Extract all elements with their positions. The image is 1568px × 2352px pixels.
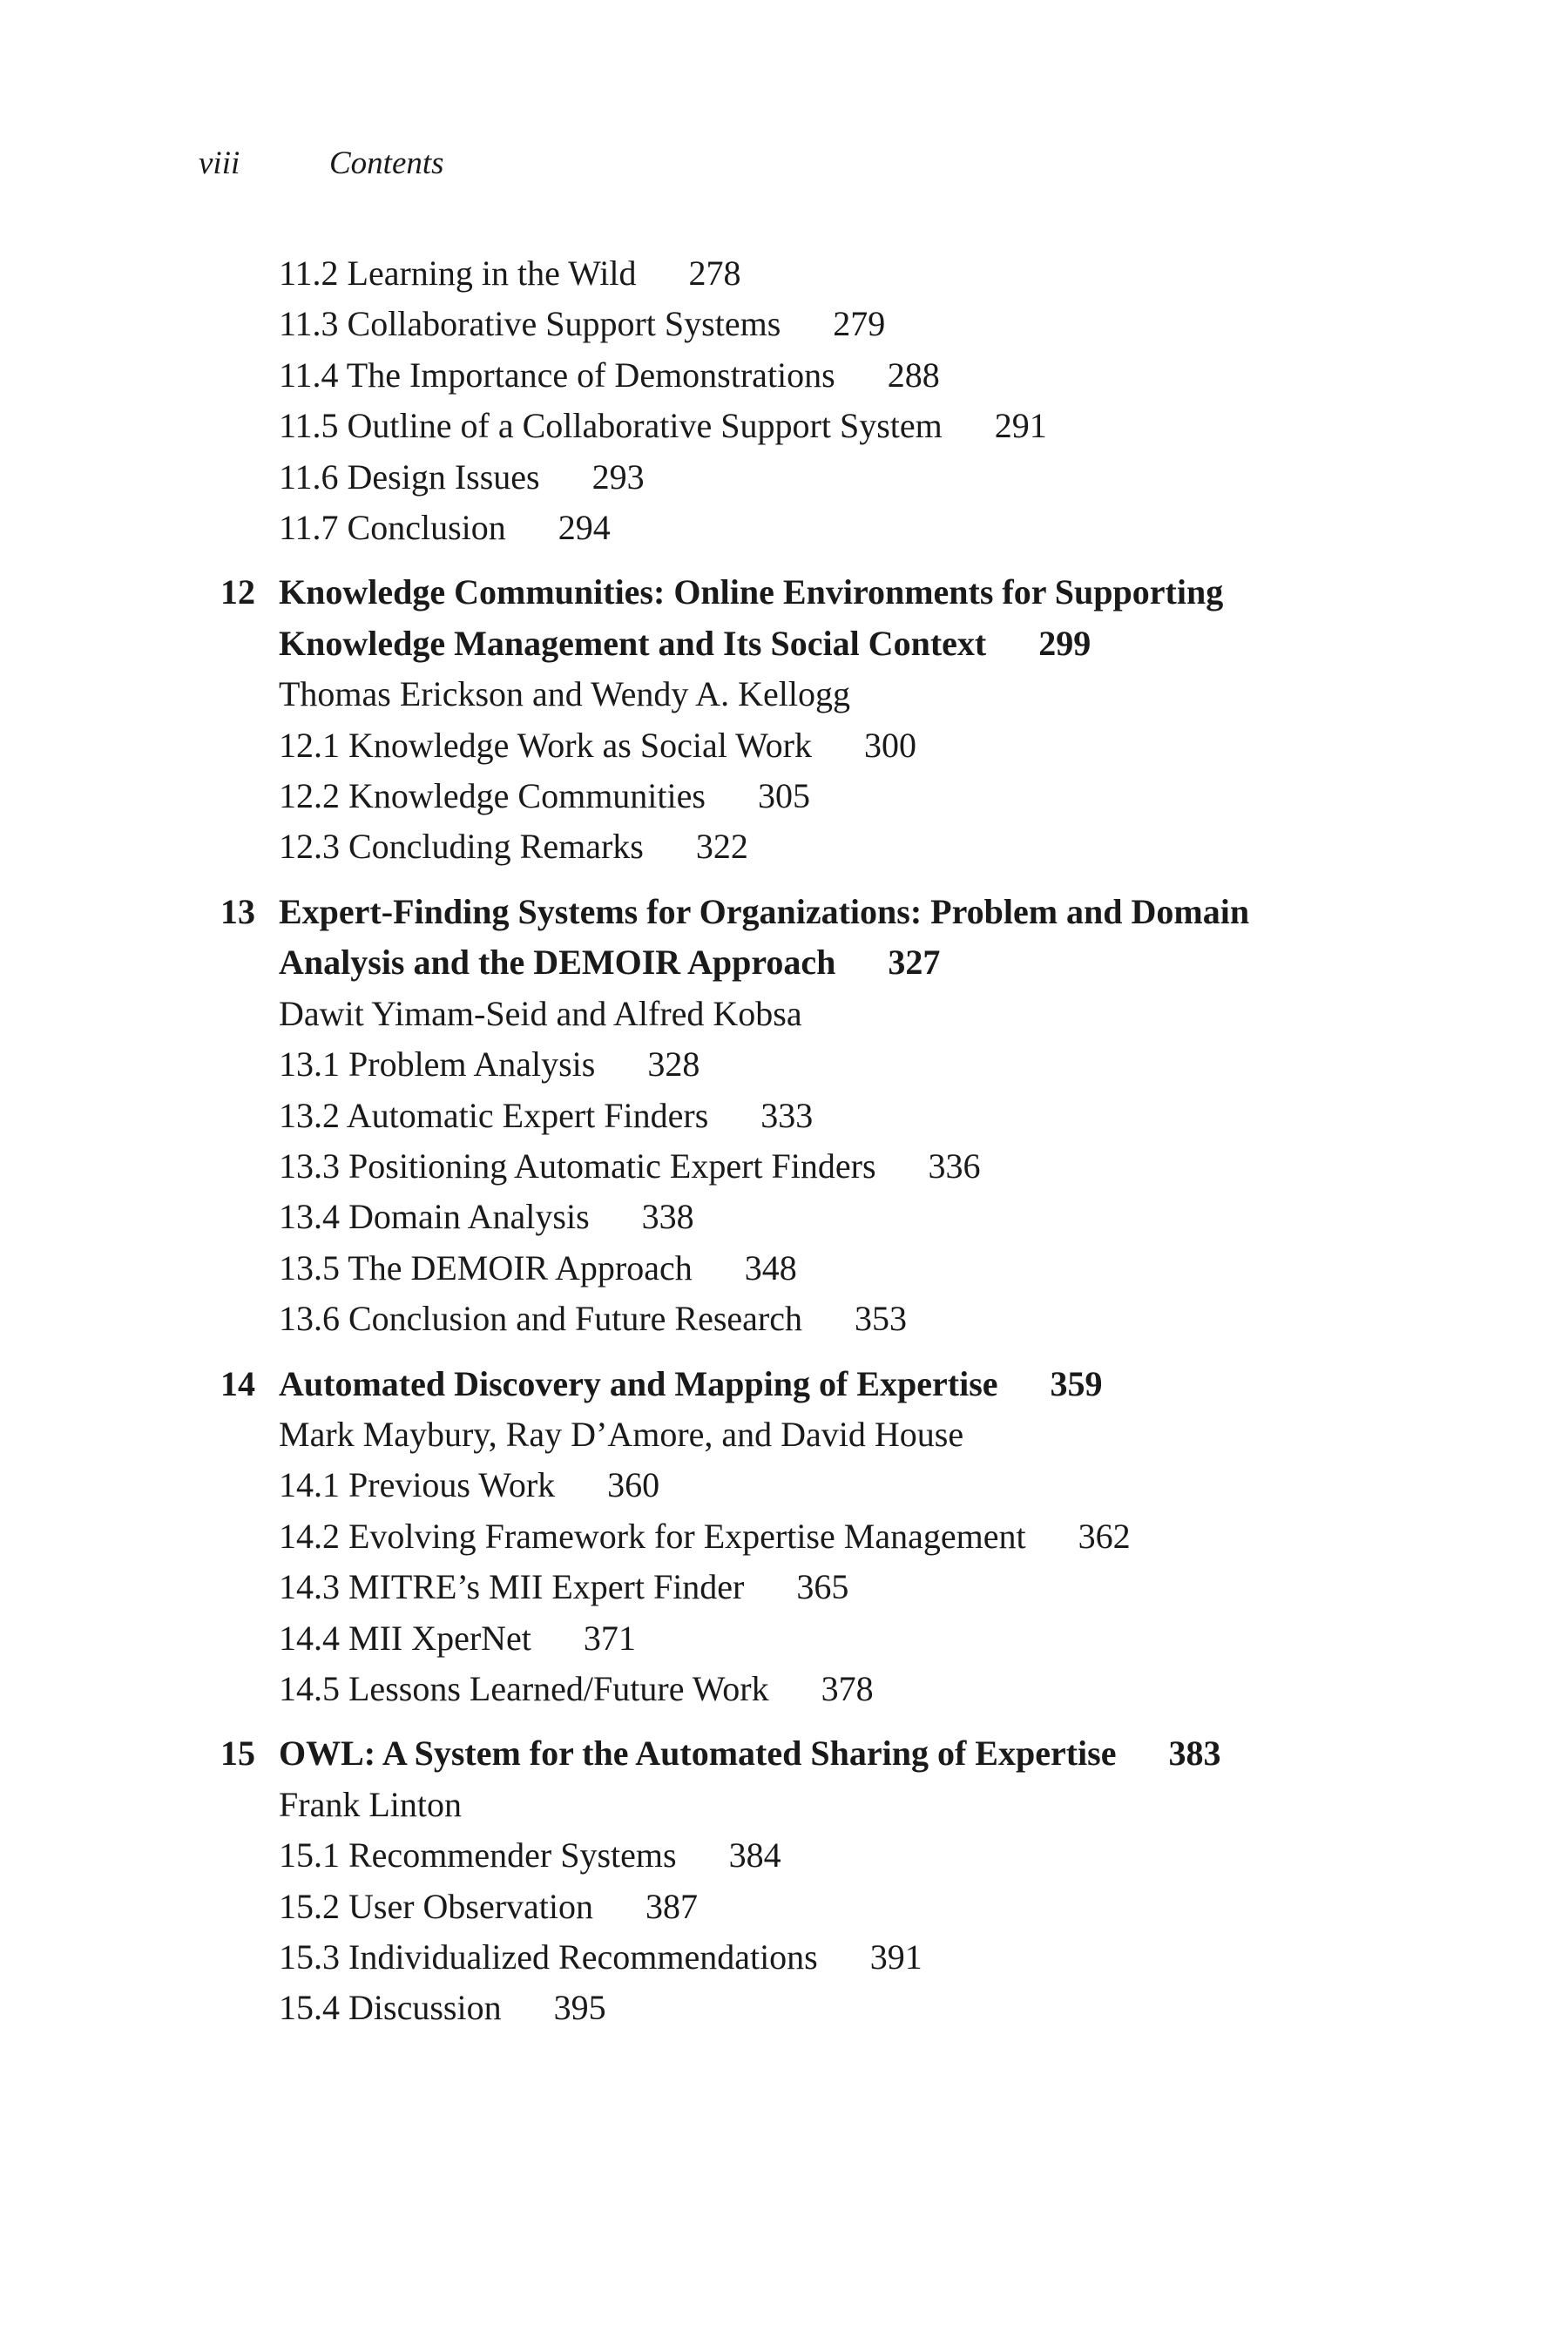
chapter-title[interactable]: 15 OWL: A System for the Automated Sharing of Expertise 383	[220, 1728, 1353, 1779]
page-number: 328	[647, 1044, 700, 1085]
page-number: 293	[591, 456, 645, 497]
toc-section-11-3[interactable]: 11.3 Collaborative Support Systems 279	[279, 304, 886, 344]
page-number: 333	[760, 1095, 814, 1135]
toc-section-15-3[interactable]: 15.3 Individualized Recommendations 391	[279, 1937, 923, 1977]
toc-section-13-3[interactable]: 13.3 Positioning Automatic Expert Finders 336	[279, 1146, 981, 1186]
page-number: 365	[796, 1567, 849, 1607]
page-number: 305	[757, 776, 810, 816]
chapter-13	[220, 887, 1353, 1345]
page-number: 288	[887, 355, 940, 395]
chapter-number: 15	[220, 1734, 255, 1774]
chapter-title-continued[interactable]: Analysis and the DEMOIR Approach 327	[279, 943, 941, 983]
page-number: 383	[1168, 1734, 1221, 1774]
toc-section-11-5[interactable]: 11.5 Outline of a Collaborative Support System 291	[279, 406, 1047, 446]
toc-section-12-3[interactable]: 12.3 Concluding Remarks 322	[279, 827, 748, 867]
chapter-title[interactable]: 14 Automated Discovery and Mapping of Expertise 359	[220, 1359, 1353, 1409]
page-number: 359	[1050, 1363, 1103, 1403]
page-number: 362	[1078, 1516, 1131, 1556]
toc-section-13-4[interactable]: 13.4 Domain Analysis 338	[279, 1197, 694, 1237]
chapter-12	[220, 567, 1353, 872]
chapter-authors: Mark Maybury, Ray D’Amore, and David House	[279, 1414, 964, 1454]
page-number: 278	[688, 253, 741, 293]
toc-section-14-4[interactable]: 14.4 MII XperNet 371	[279, 1618, 636, 1658]
toc-section-14-5[interactable]: 14.5 Lessons Learned/Future Work 378	[279, 1668, 874, 1708]
page-number: 387	[645, 1886, 699, 1926]
page-number: 327	[888, 943, 941, 983]
chapter-number: 12	[220, 572, 255, 612]
chapter-number: 13	[220, 891, 255, 931]
toc-section-11-6[interactable]: 11.6 Design Issues 293	[279, 456, 645, 497]
toc-section-13-2[interactable]: 13.2 Automatic Expert Finders 333	[279, 1095, 814, 1135]
toc-section-13-5[interactable]: 13.5 The DEMOIR Approach 348	[279, 1247, 797, 1288]
chapter-14	[220, 1359, 1353, 1715]
page-number: 300	[864, 725, 916, 765]
toc-section-13-1[interactable]: 13.1 Problem Analysis 328	[279, 1044, 700, 1085]
page-number: 294	[558, 508, 611, 548]
chapter-title-continued[interactable]: Knowledge Management and Its Social Context 299	[279, 623, 1092, 663]
running-title: Contents	[329, 145, 444, 181]
page-number: 391	[869, 1937, 923, 1977]
toc-section-14-3[interactable]: 14.3 MITRE’s MII Expert Finder 365	[279, 1567, 849, 1607]
toc-section-11-4[interactable]: 11.4 The Importance of Demonstrations 288	[279, 355, 940, 395]
toc-section-11-2[interactable]: 11.2 Learning in the Wild 278	[279, 253, 741, 293]
table-of-contents	[220, 248, 1353, 2034]
toc-section-12-2[interactable]: 12.2 Knowledge Communities 305	[279, 776, 810, 816]
page-number: 384	[728, 1835, 781, 1876]
toc-section-14-2[interactable]: 14.2 Evolving Framework for Expertise Management 362	[279, 1516, 1131, 1556]
page-number: 371	[583, 1618, 636, 1658]
toc-section-11-7[interactable]: 11.7 Conclusion 294	[279, 508, 611, 548]
toc-section-12-1[interactable]: 12.1 Knowledge Work as Social Work 300	[279, 725, 916, 765]
page-number: 353	[855, 1299, 907, 1339]
chapter-title[interactable]: 12 Knowledge Communities: Online Environments for Supporting	[220, 567, 1353, 618]
page-folio: viii	[199, 145, 240, 181]
chapter-authors: Thomas Erickson and Wendy A. Kellogg	[279, 674, 850, 714]
toc-section-15-4[interactable]: 15.4 Discussion 395	[279, 1988, 606, 2028]
toc-section-15-2[interactable]: 15.2 User Observation 387	[279, 1886, 699, 1926]
chapter-title[interactable]: 13 Expert-Finding Systems for Organizations: Problem and Domain	[220, 887, 1353, 937]
running-head	[199, 145, 444, 182]
toc-section-14-1[interactable]: 14.1 Previous Work 360	[279, 1465, 660, 1505]
toc-section-15-1[interactable]: 15.1 Recommender Systems 384	[279, 1835, 781, 1876]
page-number: 336	[928, 1146, 981, 1186]
page-number: 395	[553, 1988, 606, 2028]
toc-section-13-6[interactable]: 13.6 Conclusion and Future Research 353	[279, 1299, 907, 1339]
page-number: 291	[994, 406, 1047, 446]
page-number: 299	[1038, 623, 1092, 663]
page-number: 360	[607, 1465, 660, 1505]
page-number: 322	[695, 827, 748, 867]
chapter-15	[220, 1728, 1353, 2033]
page-number: 338	[641, 1197, 694, 1237]
page-number: 279	[833, 304, 886, 344]
chapter-authors: Dawit Yimam-Seid and Alfred Kobsa	[279, 993, 802, 1033]
chapter-authors: Frank Linton	[279, 1784, 462, 1824]
page-number: 348	[744, 1247, 797, 1288]
page-number: 378	[821, 1668, 874, 1708]
chapter-number: 14	[220, 1363, 255, 1403]
chapter-11-continued	[220, 248, 1353, 553]
